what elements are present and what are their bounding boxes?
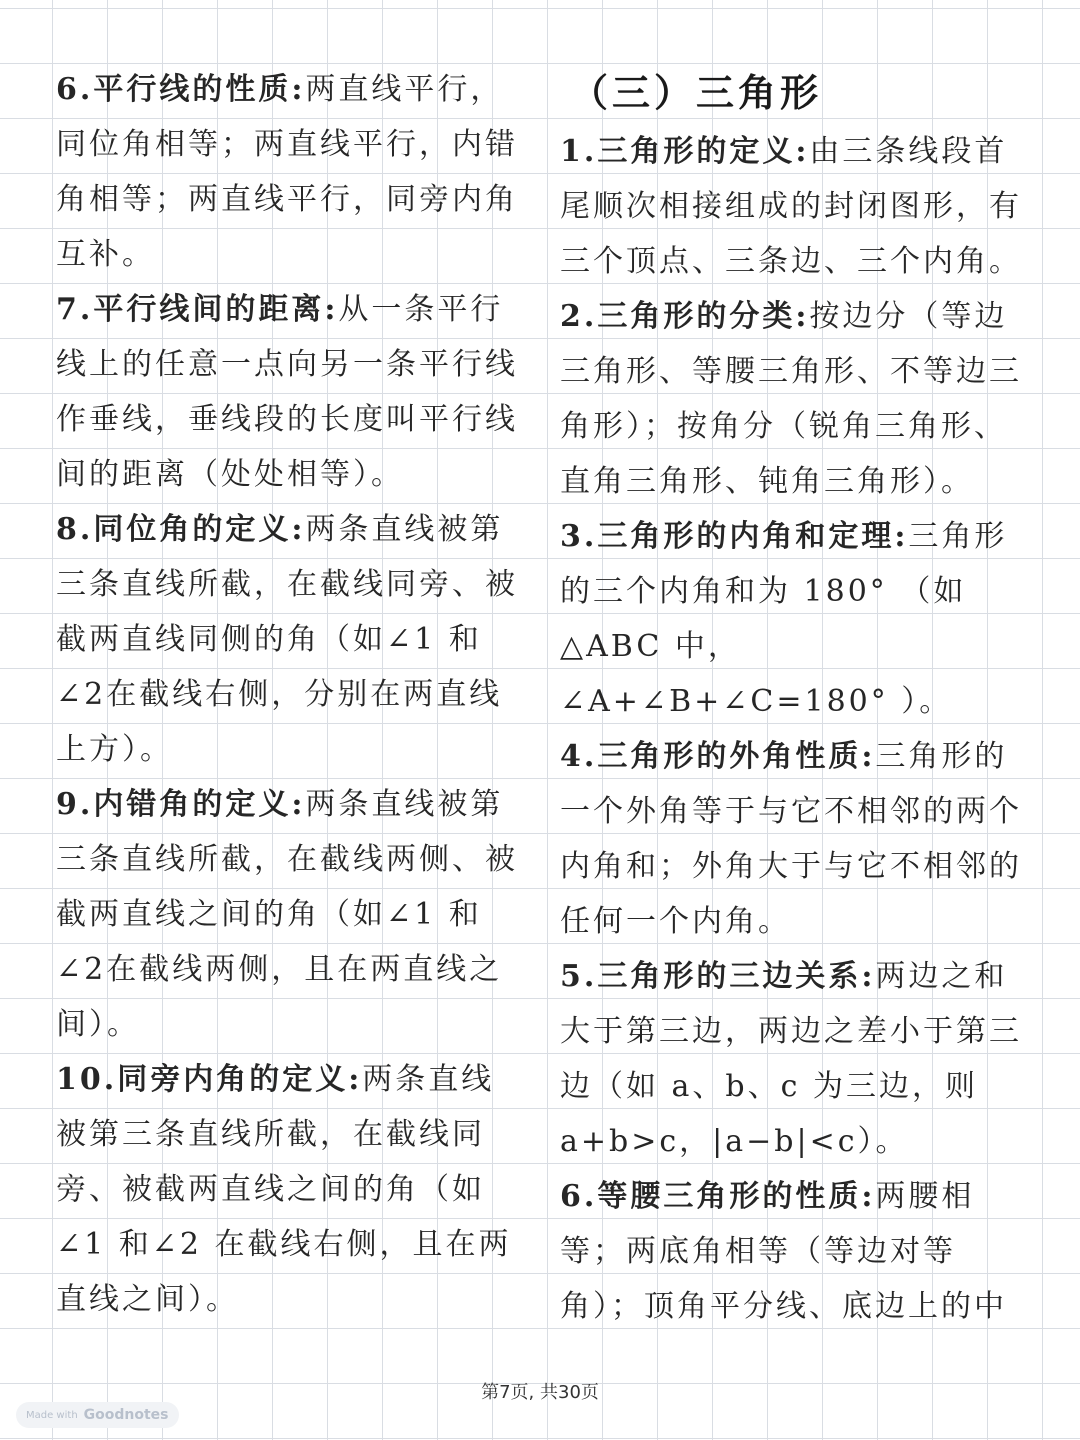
item-term: 三角形的三边关系 (597, 959, 862, 994)
left-column (56, 62, 526, 1327)
item-text: 两腰相等；两底角相等（等边对等角）；顶角平分线、底边上的中 (560, 1179, 1007, 1324)
item-corresponding-angles (56, 502, 526, 777)
item-number: 5. (560, 959, 598, 994)
item-triangle-classification (560, 289, 1030, 509)
right-column (560, 62, 1030, 1334)
item-colon: : (348, 1062, 363, 1097)
item-triangle-definition (560, 124, 1030, 289)
item-exterior-angle (560, 729, 1030, 949)
item-term: 三角形的内角和定理 (597, 519, 895, 554)
item-colon: : (861, 739, 876, 774)
item-number: 2. (560, 299, 598, 334)
item-parallel-properties (56, 62, 526, 282)
item-number: 3. (560, 519, 598, 554)
item-number: 7. (56, 292, 94, 327)
item-text: 三角形的三个内角和为 180° （如△ABC 中，∠A+∠B+∠C=180° ）。 (560, 519, 1008, 719)
item-text: 从一条平行线上的任意一点向另一条平行线作垂线，垂线段的长度叫平行线间的距离（处处相等）。 (56, 292, 518, 492)
item-number: 1. (560, 134, 598, 169)
made-with-label: Made with (26, 1409, 78, 1421)
item-number: 10. (56, 1062, 118, 1097)
item-isosceles-properties (560, 1169, 1030, 1334)
item-side-relations (560, 949, 1030, 1169)
item-text: 按边分（等边三角形、等腰三角形、不等边三角形）；按角分（锐角三角形、直角三角形、钝角三角形）。 (560, 299, 1022, 499)
item-colon: : (861, 959, 876, 994)
item-number: 6. (560, 1179, 598, 1214)
item-co-interior-angles (56, 1052, 526, 1327)
item-colon: : (795, 299, 810, 334)
item-text: 两条直线被第三条直线所截，在截线同旁、被截两直线同侧的角（如∠1 和∠2在截线右侧，分别在两直线上方）。 (56, 512, 518, 767)
item-term: 三角形的定义 (597, 134, 796, 169)
item-colon: : (861, 1179, 876, 1214)
item-colon: : (894, 519, 909, 554)
item-colon: : (795, 134, 810, 169)
item-colon: : (291, 72, 306, 107)
item-term: 同位角的定义 (93, 512, 292, 547)
goodnotes-watermark (16, 1402, 179, 1428)
item-term: 同旁内角的定义 (117, 1062, 349, 1097)
item-number: 8. (56, 512, 94, 547)
item-term: 内错角的定义 (93, 787, 292, 822)
item-text: 两边之和大于第三边，两边之差小于第三边（如 a、b、c 为三边，则a+b>c，|a−b|<c）。 (560, 959, 1022, 1159)
item-colon: : (291, 512, 306, 547)
item-term: 等腰三角形的性质 (597, 1179, 862, 1214)
item-text: 由三条线段首尾顺次相接组成的封闭图形，有三个顶点、三条边、三个内角。 (560, 134, 1022, 279)
item-number: 9. (56, 787, 94, 822)
page-indicator: 第7页, 共30页 (481, 1382, 599, 1403)
item-angle-sum-theorem (560, 509, 1030, 729)
item-number: 6. (56, 72, 94, 107)
item-text: 两条直线被第三条直线所截，在截线同旁、被截两直线之间的角（如∠1 和∠2 在截线右侧，且在两直线之间）。 (56, 1062, 512, 1317)
item-term: 三角形的外角性质 (597, 739, 862, 774)
item-term: 平行线的性质 (93, 72, 292, 107)
item-text: 两条直线被第三条直线所截，在截线两侧、被截两直线之间的角（如∠1 和∠2在截线两侧，且在两直线之间）。 (56, 787, 518, 1042)
item-term: 三角形的分类 (597, 299, 796, 334)
item-text: 两直线平行，同位角相等；两直线平行，内错角相等；两直线平行，同旁内角互补。 (56, 72, 518, 272)
item-alternate-interior-angles (56, 777, 526, 1052)
section-title: （三）三角形 (570, 70, 823, 115)
item-term: 平行线间的距离 (93, 292, 325, 327)
brand-label: Goodnotes (83, 1407, 169, 1423)
item-colon: : (324, 292, 339, 327)
item-text: 三角形的一个外角等于与它不相邻的两个内角和；外角大于与它不相邻的任何一个内角。 (560, 739, 1022, 939)
item-parallel-distance (56, 282, 526, 502)
item-colon: : (291, 787, 306, 822)
item-number: 4. (560, 739, 598, 774)
